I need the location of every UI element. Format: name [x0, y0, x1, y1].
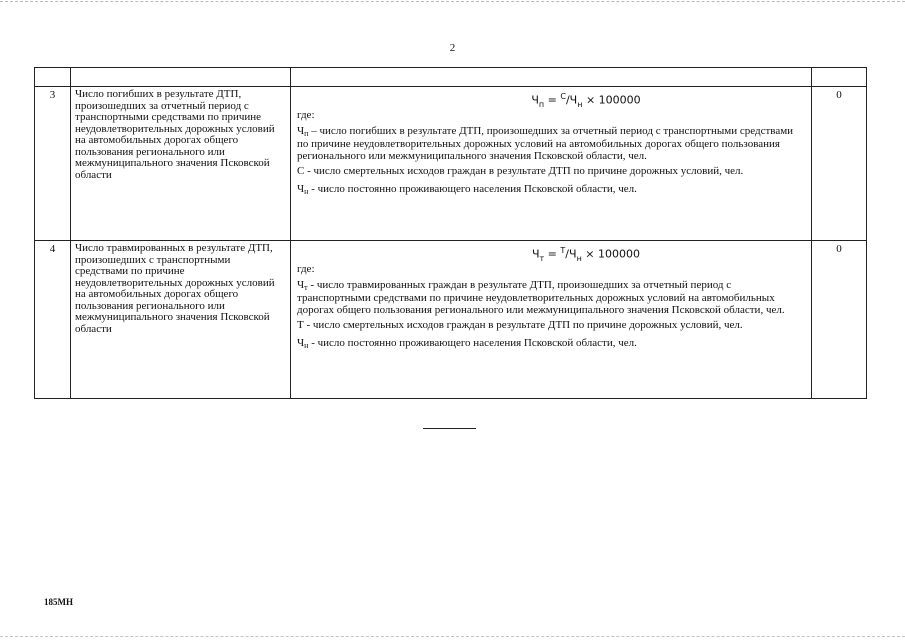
definition-text: - число постоянно проживающего населения Псковской области, чел.: [308, 182, 637, 195]
formula-cell: [291, 241, 812, 399]
where-label: где:: [297, 109, 315, 121]
formula-denominator-sub: н: [577, 99, 583, 109]
scan-edge-bottom: [0, 636, 905, 637]
header-cell: [291, 68, 812, 87]
where-label: где:: [297, 263, 315, 275]
definition-text: - число смертельных исходов граждан в результате ДТП по причине дорожных условий, чел.: [303, 319, 743, 331]
formula-lhs-sub: т: [539, 253, 545, 263]
table-row: [35, 241, 867, 399]
indicators-table: [34, 67, 867, 399]
header-cell: [812, 68, 867, 87]
page-number: 2: [449, 42, 456, 54]
definition-text: - число смертельных исходов граждан в результате ДТП по причине дорожных условий, чел.: [304, 165, 744, 177]
header-cell: [71, 68, 291, 87]
definition-symbol: Ч: [297, 336, 305, 349]
formula-cell: [291, 87, 812, 241]
definition-symbol: Т: [297, 319, 304, 331]
definition-symbol: С: [297, 165, 305, 177]
indicator-name: Число травмированных в результате ДТП, произошедших с транспортными средствами по причине неудовлетворительных дорожных условий на автомобильных дорогах общего пользования регионального или межмуниципального значения Псковской области: [71, 241, 291, 399]
formula-numerator: Т: [560, 246, 566, 255]
definition-symbol-sub: н: [304, 340, 309, 350]
scan-edge-top: [0, 1, 905, 2]
definition-symbol: Ч: [297, 278, 305, 291]
definition-symbol: Ч: [297, 124, 305, 137]
indicator-name: Число погибших в результате ДТП, произошедших за отчетный период с транспортными средствами по причине неудовлетворительных дорожных условий на автомобильных дорогах общего пользования регионального или межмуниципального значения Псковской области: [71, 87, 291, 241]
row-number: 4: [35, 241, 71, 399]
definition-symbol: Ч: [297, 182, 305, 195]
document-code: 185МН: [44, 597, 73, 607]
formula-lhs: Ч: [531, 93, 539, 107]
formula-numerator: С: [560, 92, 566, 101]
definition-text: - число травмированных граждан в результате ДТП, произошедших за отчетный период с транспортными средствами по причине неудовлетворительных дорожных условий на автомобильных дорогах общего пользования регионального или межмуниципального значения Псковской области, чел.: [297, 278, 785, 316]
definition-symbol-sub: т: [304, 282, 308, 292]
end-divider-line: [423, 428, 476, 429]
formula-denominator-sub: н: [576, 253, 582, 263]
header-cell: [35, 68, 71, 87]
definition-text: – число погибших в результате ДТП, произошедших за отчетный период с транспортными средствами по причине неудовлетворительных дорожных условий на автомобильных дорогах общего пользования регионального или межмуниципального значения Псковской области, чел.: [297, 124, 794, 162]
definition: [297, 320, 805, 334]
row-number: 3: [35, 87, 71, 241]
table-header-row: [35, 68, 867, 87]
formula-lhs: Ч: [531, 247, 540, 261]
formula-denominator: Ч: [569, 93, 578, 107]
formula: $Ч_п = ^С/Ч_н \times 100000$: [531, 92, 641, 109]
definition-symbol-sub: п: [304, 128, 309, 138]
formula-tail: × 100000: [585, 247, 641, 261]
formula-lhs-sub: п: [538, 99, 545, 109]
definition-symbol-sub: н: [304, 186, 309, 196]
definition: [297, 338, 805, 352]
definition: [297, 184, 805, 198]
definition: [297, 126, 805, 163]
definition: [297, 166, 805, 180]
value-cell: 0: [812, 87, 867, 241]
formula: $Ч_т = ^Т/Ч_н \times 100000$: [531, 246, 641, 263]
table-row: [35, 87, 867, 241]
formula-tail: × 100000: [585, 93, 641, 107]
definition-text: - число постоянно проживающего населения Псковской области, чел.: [308, 336, 637, 349]
value-cell: 0: [812, 241, 867, 399]
definition: [297, 280, 805, 317]
formula-denominator: Ч: [569, 247, 577, 261]
